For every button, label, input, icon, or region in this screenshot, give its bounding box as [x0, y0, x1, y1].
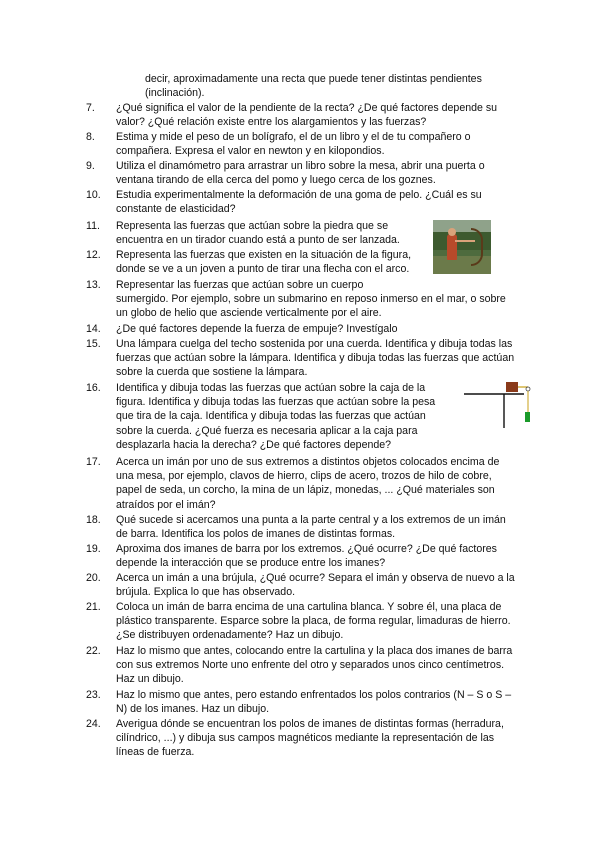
item-line: de barra. Identifica los polos de imanes de distintas formas. [116, 528, 396, 541]
item-line: Averigua dónde se encuentran los polos de imanes de distintas formas (herradura, [116, 718, 504, 730]
item-line: Una lámpara cuelga del techo sostenida por una cuerda. Identifica y dibuja todas las [116, 338, 513, 350]
item-line: N) de los imanes. Haz un dibujo. [116, 703, 270, 716]
item-line: Acerca un imán por uno de sus extremos a distintos objetos colocados encima de [116, 456, 500, 468]
item-line: sobre la cuerda que sostiene la lámpara. [116, 366, 308, 379]
item-number: 8. [86, 131, 95, 143]
box [506, 382, 518, 392]
item-line: desplazarla hacia la derecha? ¿De qué factores depende? [116, 438, 392, 451]
item-line: sumergido. Por ejemplo, sobre un submarino en reposo inmerso en el mar, o sobre [116, 293, 506, 306]
item-number: 10. [86, 189, 101, 201]
item-line: papel de seda, un corcho, la mina de un lápiz, monedas, ... ¿Qué materiales son [116, 484, 495, 497]
intro-line: (inclinación). [145, 87, 205, 100]
item-line: Estima y mide el peso de un bolígrafo, el de un libro y el de tu compañero o [116, 131, 471, 143]
item-number: 16. [86, 382, 101, 394]
item-line: brújula. Explica lo que has observado. [116, 586, 296, 599]
item-number: 9. [86, 160, 95, 172]
item-line: Haz un dibujo. [116, 673, 184, 686]
table-box-pulley-figure [462, 378, 537, 430]
item-line: una mesa, por ejemplo, clavos de hierro, clips de acero, trozos de hilo de cobre, [116, 470, 492, 483]
item-number: 11. [86, 220, 100, 232]
item-line: compañera. Expresa el valor en newton y en kilopondios. [116, 145, 385, 158]
item-number: 19. [86, 543, 101, 555]
item-line: Identifica y dibuja todas las fuerzas que actúan sobre la caja de la [116, 382, 426, 394]
item-number: 7. [86, 102, 95, 114]
item-line: cilíndrico, ...) y dibuja sus campos magnéticos mediante la representación de las [116, 732, 495, 745]
intro-line: decir, aproximadamente una recta que puede tener distintas pendientes [145, 73, 482, 85]
item-line: sobre la cuerda. ¿Qué fuerza es necesaria aplicar a la caja para [116, 424, 418, 437]
item-line: ¿Qué significa el valor de la pendiente de la recta? ¿De qué factores depende su [116, 102, 498, 114]
intro-paragraph [145, 72, 505, 100]
item-number: 23. [86, 689, 101, 701]
item-number: 24. [86, 718, 101, 730]
item-line: encuentra en un tirador cuando está a punto de ser lanzada. [116, 234, 400, 247]
item-line: con sus extremos Norte uno enfrente del otro y separados unos cinco centímetros. [116, 659, 505, 672]
item-line: atraídos por el imán? [116, 498, 216, 511]
item-line: Haz lo mismo que antes, colocando entre la cartulina y la placa dos imanes de barra [116, 645, 513, 657]
item-line: plástico transparente. Esparce sobre la placa, de forma regular, limaduras de hierro. [116, 615, 511, 628]
item-line: ¿Se distribuyen ordenadamente? Haz un dibujo. [116, 629, 344, 642]
item-line: Representa las fuerzas que actúan sobre la piedra que se [116, 220, 389, 232]
item-line: que tira de la caja. Identifica y dibuja todas las fuerzas que actúan [116, 410, 426, 423]
item-line: un globo de helio que asciende verticalmente por el aire. [116, 307, 382, 320]
item-line: donde se ve a un joven a punto de tirar una flecha con el arco. [116, 263, 410, 276]
item-number: 21. [86, 601, 101, 613]
item-number: 12. [86, 249, 101, 261]
item-line: ¿De qué factores depende la fuerza de empuje? Investígalo [116, 323, 398, 335]
item-line: Acerca un imán a una brújula, ¿Qué ocurre? Separa el imán y observa de nuevo a la [116, 572, 515, 584]
item-line: figura. Identifica y dibuja todas las fuerzas que actúan sobre la pesa [116, 396, 436, 409]
item-line: Qué sucede si acercamos una punta a la parte central y a los extremos de un imán [116, 514, 506, 526]
item-line: Aproxima dos imanes de barra por los extremos. ¿Qué ocurre? ¿De qué factores [116, 543, 497, 555]
item-line: fuerzas que actúan sobre la lámpara. Identifica y dibuja todas las fuerzas que actúan [116, 352, 515, 365]
item-line: líneas de fuerza. [116, 746, 195, 759]
pulley [526, 387, 530, 391]
item-line: ventana tirando de ella cerca del pomo y luego cerca de los goznes. [116, 174, 436, 187]
item-line: valor? ¿Qué relación existe entre los alargamientos y las fuerzas? [116, 116, 427, 129]
item-number: 15. [86, 338, 101, 350]
item-line: depende la interacción que se produce entre los imanes? [116, 557, 386, 570]
item-number: 14. [86, 323, 101, 335]
item-line: Representa las fuerzas que existen en la situación de la figura, [116, 249, 412, 261]
item-number: 20. [86, 572, 101, 584]
item-number: 17. [86, 456, 101, 468]
item-line: Haz lo mismo que antes, pero estando enfrentados los polos contrarios (N – S o S – [116, 689, 512, 701]
item-line: Representar las fuerzas que actúan sobre un cuerpo [116, 279, 364, 291]
item-line: Coloca un imán de barra encima de una cartulina blanca. Y sobre él, una placa de [116, 601, 502, 613]
item-number: 18. [86, 514, 101, 526]
item-number: 13. [86, 279, 101, 291]
item-line: constante de elasticidad? [116, 203, 236, 216]
item-line: Utiliza el dinamómetro para arrastrar un libro sobre la mesa, abrir una puerta o [116, 160, 485, 172]
item-line: Estudia experimentalmente la deformación de una goma de pelo. ¿Cuál es su [116, 189, 482, 201]
hanging-weight [525, 412, 530, 422]
archer-photo [433, 220, 491, 274]
item-number: 22. [86, 645, 101, 657]
